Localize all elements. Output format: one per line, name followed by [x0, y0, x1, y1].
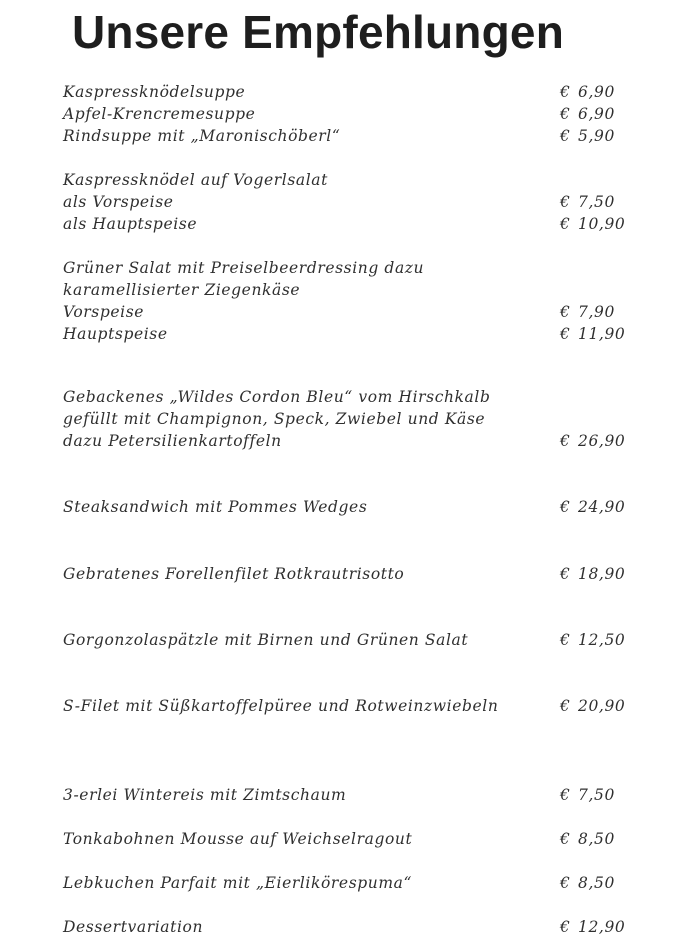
- price-value: 7,90: [578, 303, 615, 321]
- currency-sign: €: [560, 874, 571, 892]
- menu-line: [63, 125, 663, 147]
- currency-sign: €: [560, 631, 571, 649]
- price-value: 6,90: [578, 105, 615, 123]
- dish-price: [560, 784, 615, 806]
- dish-text: Grüner Salat mit Preiselbeerdressing dazu: [63, 259, 425, 277]
- dish-price: [560, 916, 625, 938]
- price-value: 11,90: [578, 325, 626, 343]
- currency-sign: €: [560, 303, 571, 321]
- dish-price: [560, 629, 625, 651]
- menu-line: [63, 430, 663, 452]
- menu-line: [63, 828, 663, 850]
- currency-sign: €: [560, 193, 571, 211]
- price-value: 5,90: [578, 127, 615, 145]
- dish-text: Lebkuchen Parfait mit „Eierlikörespuma“: [63, 874, 413, 892]
- dish-text: Tonkabohnen Mousse auf Weichselragout: [63, 830, 413, 848]
- dish-text: S-Filet mit Süßkartoffelpüree und Rotweinzwiebeln: [63, 697, 499, 715]
- dish-text: Gebackenes „Wildes Cordon Bleu“ vom Hirschkalb: [63, 388, 491, 406]
- dish-price: [560, 828, 615, 850]
- menu-line: [63, 629, 663, 651]
- dish-price: [560, 872, 615, 894]
- dish-text: Hauptspeise: [63, 325, 168, 343]
- dish-text: Dessertvariation: [63, 918, 204, 936]
- dish-text: 3-erlei Wintereis mit Zimtschaum: [63, 786, 347, 804]
- dish-price: [560, 125, 615, 147]
- menu-line: [63, 496, 663, 518]
- price-value: 26,90: [578, 432, 626, 450]
- price-value: 6,90: [578, 83, 615, 101]
- currency-sign: €: [560, 215, 571, 233]
- menu-line: [63, 257, 663, 279]
- menu-line: [63, 301, 663, 323]
- menu-line: [63, 81, 663, 103]
- page-title: Unsere Empfehlungen: [72, 6, 564, 58]
- menu-line: [63, 169, 663, 191]
- dish-price: [560, 563, 625, 585]
- price-value: 7,50: [578, 193, 615, 211]
- currency-sign: €: [560, 432, 571, 450]
- dish-price: [560, 301, 615, 323]
- price-value: 8,50: [578, 830, 615, 848]
- price-value: 12,50: [578, 631, 626, 649]
- currency-sign: €: [560, 498, 571, 516]
- dish-text: Rindsuppe mit „Maronischöberl“: [63, 127, 341, 145]
- menu-line: [63, 191, 663, 213]
- dish-price: [560, 496, 625, 518]
- dish-text: karamellisierter Ziegenkäse: [63, 281, 301, 299]
- price-value: 8,50: [578, 874, 615, 892]
- menu-line: [63, 408, 663, 430]
- dish-text: Kaspressknödel auf Vogerlsalat: [63, 171, 328, 189]
- dish-text: Kaspressknödelsuppe: [63, 83, 246, 101]
- currency-sign: €: [560, 830, 571, 848]
- price-value: 18,90: [578, 565, 626, 583]
- dish-price: [560, 103, 615, 125]
- dish-text: Steaksandwich mit Pommes Wedges: [63, 498, 368, 516]
- menu-line: [63, 784, 663, 806]
- menu-line: [63, 323, 663, 345]
- dish-price: [560, 213, 625, 235]
- menu-line: [63, 279, 663, 301]
- price-value: 12,90: [578, 918, 626, 936]
- currency-sign: €: [560, 565, 571, 583]
- currency-sign: €: [560, 918, 571, 936]
- dish-text: Gorgonzolaspätzle mit Birnen und Grünen Salat: [63, 631, 469, 649]
- dish-text: dazu Petersilienkartoffeln: [63, 432, 282, 450]
- dish-price: [560, 81, 615, 103]
- menu-line: [63, 916, 663, 938]
- currency-sign: €: [560, 105, 571, 123]
- currency-sign: €: [560, 786, 571, 804]
- menu-line: [63, 695, 663, 717]
- price-value: 20,90: [578, 697, 626, 715]
- menu-line: [63, 213, 663, 235]
- menu-line: [63, 386, 663, 408]
- currency-sign: €: [560, 127, 571, 145]
- menu-line: [63, 563, 663, 585]
- dish-text: gefüllt mit Champignon, Speck, Zwiebel und Käse: [63, 410, 486, 428]
- dish-text: Apfel-Krencremesuppe: [63, 105, 256, 123]
- price-value: 10,90: [578, 215, 626, 233]
- dish-text: Gebratenes Forellenfilet Rotkrautrisotto: [63, 565, 405, 583]
- price-value: 24,90: [578, 498, 626, 516]
- dish-text: Vorspeise: [63, 303, 145, 321]
- dish-price: [560, 430, 625, 452]
- menu-line: [63, 103, 663, 125]
- dish-price: [560, 695, 625, 717]
- menu-line: [63, 872, 663, 894]
- dish-price: [560, 191, 615, 213]
- dish-text: als Vorspeise: [63, 193, 174, 211]
- dish-price: [560, 323, 625, 345]
- currency-sign: €: [560, 697, 571, 715]
- currency-sign: €: [560, 325, 571, 343]
- price-value: 7,50: [578, 786, 615, 804]
- currency-sign: €: [560, 83, 571, 101]
- dish-text: als Hauptspeise: [63, 215, 198, 233]
